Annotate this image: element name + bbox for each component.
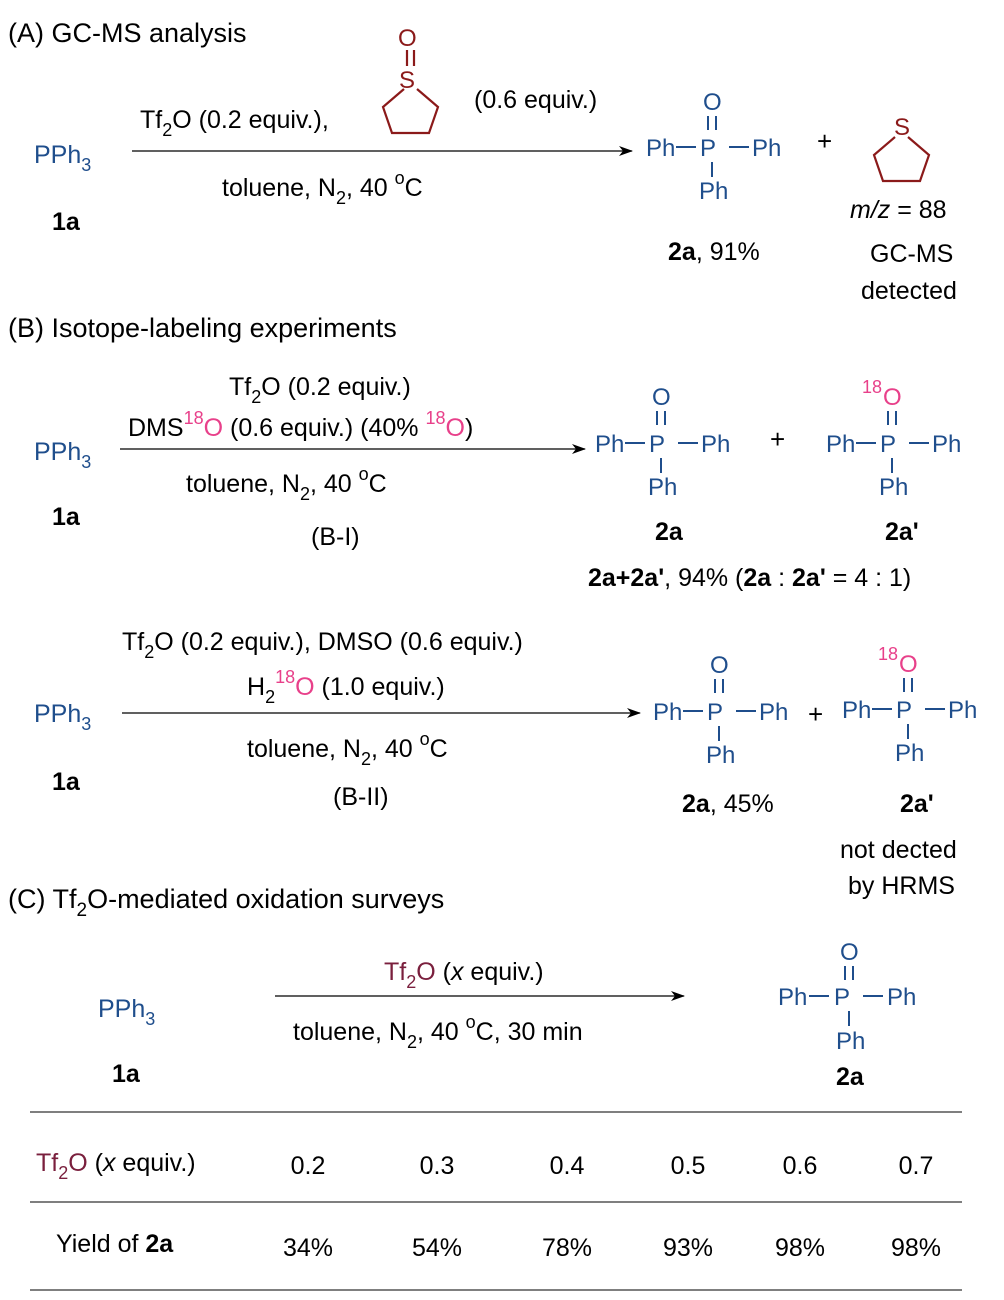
yield-b1: 2a+2a', 94% (2a : 2a' = 4 : 1) (588, 564, 912, 592)
table-cell-yield-2: 78% (541, 1234, 593, 1262)
product-label-a: 2a, 91% (668, 238, 760, 266)
condition-b2-line1: $Tf_2O$ (0.2 equiv.), DMSO (0.6 equiv.) (122, 628, 523, 662)
svg-text:P: P (700, 135, 717, 162)
table-row1-header: $Tf_2O$ (x equiv.) (36, 1149, 196, 1183)
svg-text:Ph: Ph (948, 697, 978, 724)
product-tppo-b2 (653, 652, 788, 769)
table-cell-equiv-5: 0.7 (898, 1152, 934, 1180)
condition-solvent-a: toluene, $N_2$, 40 $^o$C (222, 168, 423, 208)
product-label-b2: 2a, 45% (682, 790, 774, 818)
section-c (8, 884, 962, 1290)
svg-text:Ph: Ph (699, 178, 729, 205)
yield-table (30, 1112, 962, 1290)
tag-b2: (B-II) (333, 783, 389, 811)
svg-text:Ph: Ph (842, 697, 872, 724)
svg-text:P: P (896, 697, 913, 724)
reactant-label-b1: 1a (52, 503, 80, 531)
plus-sign-b2: + (808, 699, 824, 729)
plus-sign-b1: + (770, 424, 786, 454)
svg-text:O: O (652, 384, 671, 411)
table-cell-equiv-4: 0.6 (782, 1152, 818, 1180)
table-cell-equiv-0: 0.2 (290, 1152, 326, 1180)
svg-text:P: P (880, 431, 897, 458)
svg-text:Ph: Ph (836, 1028, 866, 1055)
sulfoxide-o: O (398, 25, 417, 52)
svg-text:Ph: Ph (646, 135, 676, 162)
svg-text:O: O (883, 384, 902, 411)
section-a (8, 18, 957, 305)
svg-text:O: O (840, 939, 859, 966)
condition-b1-line1: $Tf_2O$ (0.2 equiv.) (229, 373, 411, 407)
table-row-equiv (291, 1152, 934, 1180)
table-row2-header: Yield of 2a (56, 1230, 174, 1258)
svg-text:Ph: Ph (701, 431, 731, 458)
section-a-title: (A) GC-MS analysis (8, 18, 247, 48)
reactant-label-c: 1a (112, 1060, 140, 1088)
condition-b2-line2: $H_2^{18}O$ (1.0 equiv.) (247, 667, 445, 707)
svg-text:O: O (703, 89, 722, 116)
plus-sign-a: + (817, 126, 833, 156)
svg-text:Ph: Ph (752, 135, 782, 162)
tag-b1: (B-I) (311, 523, 360, 551)
table-cell-equiv-1: 0.3 (419, 1152, 455, 1180)
svg-text:P: P (707, 699, 724, 726)
svg-text:Ph: Ph (759, 699, 789, 726)
svg-text:O: O (710, 652, 729, 679)
condition-c-top: $Tf_2O$ (x equiv.) (384, 958, 544, 992)
sulfoxide-s: S (399, 67, 416, 94)
product-tppo-18o-b1 (826, 377, 961, 501)
svg-text:S: S (894, 114, 911, 141)
svg-text:Ph: Ph (706, 742, 736, 769)
product-tppo-b1 (595, 384, 730, 501)
table-cell-yield-4: 98% (774, 1234, 826, 1262)
table-cell-yield-3: 93% (662, 1234, 714, 1262)
svg-text:Ph: Ph (887, 984, 917, 1011)
svg-text:Ph: Ph (895, 740, 925, 767)
product-label-b2-2a-prime: 2a' (900, 790, 934, 818)
gcms-label-1: GC-MS (870, 240, 954, 268)
table-row-yield (283, 1234, 941, 1262)
section-b (8, 313, 977, 900)
mass-to-charge: m/z = 88 (850, 196, 947, 224)
svg-text:P: P (649, 431, 666, 458)
gcms-label-2: detected (861, 277, 957, 305)
product-tppo-c (778, 939, 916, 1055)
table-cell-yield-5: 98% (890, 1234, 942, 1262)
tetrahydrothiophene (874, 114, 929, 181)
tetrahydrothiophene-oxide (383, 25, 438, 133)
condition-tf2o: $Tf_2O$ (0.2 equiv.), (140, 106, 329, 140)
product-tppo-a (646, 89, 781, 205)
svg-text:Ph: Ph (826, 431, 856, 458)
reactant-pph3-c: PPh$_3$ (98, 995, 156, 1029)
reactant-pph3-b2: PPh$_3$ (34, 700, 92, 734)
product-label-b1-2a: 2a (655, 518, 683, 546)
section-c-title: (C) $Tf_2O$-mediated oxidation surveys (8, 884, 445, 921)
table-cell-yield-1: 54% (411, 1234, 463, 1262)
section-b-title: (B) Isotope-labeling experiments (8, 313, 397, 343)
product-label-c: 2a (836, 1063, 864, 1091)
svg-text:O: O (899, 651, 918, 678)
svg-text:Ph: Ph (778, 984, 808, 1011)
table-cell-equiv-2: 0.4 (549, 1152, 585, 1180)
product-label-b1-2a-prime: 2a' (885, 518, 919, 546)
reactant-pph3: PPh$_3$ (34, 141, 92, 175)
condition-b1-line2: DMS$^{18}$O (0.6 equiv.) (40% $^{18}$O) (128, 408, 474, 442)
svg-text:P: P (834, 984, 851, 1011)
hrms-note-1: not dected (840, 836, 957, 864)
svg-text:Ph: Ph (595, 431, 625, 458)
svg-text:Ph: Ph (653, 699, 683, 726)
table-cell-yield-0: 34% (282, 1234, 334, 1262)
reactant-label: 1a (52, 208, 80, 236)
svg-text:Ph: Ph (932, 431, 962, 458)
condition-b2-line3: toluene, $N_2$, 40 $^o$C (247, 729, 448, 769)
product-tppo-18o-b2 (842, 644, 977, 767)
condition-sulfoxide-equiv: (0.6 equiv.) (474, 86, 598, 114)
hrms-note-2: by HRMS (848, 872, 955, 900)
svg-text:18: 18 (878, 644, 899, 664)
reactant-label-b2: 1a (52, 768, 80, 796)
condition-c-bottom: toluene, $N_2$, 40 $^o$C, 30 min (293, 1012, 583, 1052)
svg-text:Ph: Ph (879, 474, 909, 501)
table-cell-equiv-3: 0.5 (670, 1152, 706, 1180)
reactant-pph3-b1: PPh$_3$ (34, 438, 92, 472)
condition-b1-line3: toluene, $N_2$, 40 $^o$C (186, 464, 387, 504)
svg-text:18: 18 (862, 377, 883, 397)
svg-text:Ph: Ph (648, 474, 678, 501)
